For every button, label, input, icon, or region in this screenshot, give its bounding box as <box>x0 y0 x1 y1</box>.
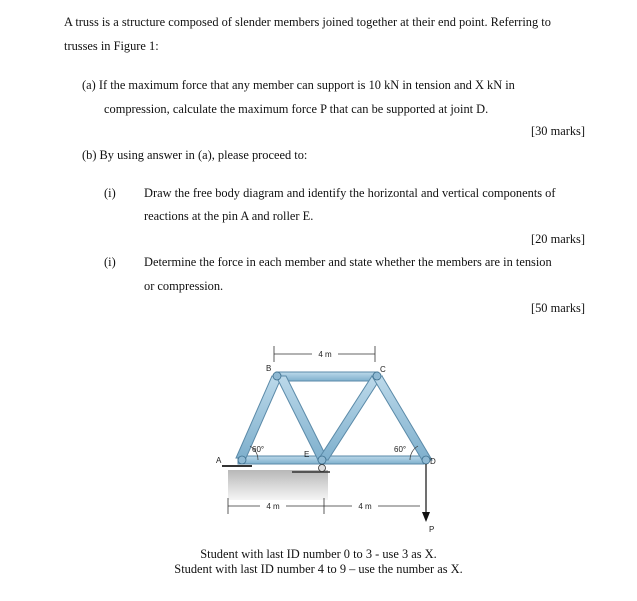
part-b-item-2-line-1: Determine the force in each member and state whether the members are in tension <box>144 255 552 269</box>
bottom-left-dimension-label: 4 m <box>266 502 280 511</box>
member-ad <box>238 456 424 464</box>
load-arrow-head <box>422 512 430 522</box>
part-b-item-1-line-2: reactions at the pin A and roller E. <box>144 209 314 223</box>
angle-label-left: 60° <box>252 445 265 454</box>
load-label-p: P <box>429 525 435 534</box>
part-b-item-1-line-1: Draw the free body diagram and identify the horizontal and vertical components of <box>144 186 556 200</box>
joint-label-d: D <box>430 457 436 466</box>
roller-wheel <box>319 465 326 472</box>
caption-line-2: Student with last ID number 4 to 9 – use the number as X. <box>174 562 463 576</box>
member-ec <box>318 376 382 460</box>
intro-line-1: A truss is a structure composed of slender members joined together at their end point. Referring to <box>64 15 551 29</box>
dimension-bottom <box>228 498 420 514</box>
joint-label-c: C <box>380 365 386 374</box>
caption-line-1: Student with last ID number 0 to 3 - use 3 as X. <box>200 547 437 561</box>
part-a-line-2: compression, calculate the maximum force P that can be supported at joint D. <box>104 102 489 116</box>
member-be <box>276 376 328 460</box>
joint-label-a: A <box>216 456 222 465</box>
top-dimension-label: 4 m <box>318 350 332 359</box>
part-b-item-2-marks: [50 marks] <box>530 301 585 315</box>
joint-label-e: E <box>304 450 310 459</box>
part-b-item-2-line-2: or compression. <box>144 279 224 293</box>
dimension-top <box>274 346 375 362</box>
joint-label-b: B <box>266 364 272 373</box>
part-b-item-1-numeral: (i) <box>104 186 116 200</box>
intro-line-2: trusses in Figure 1: <box>64 39 159 53</box>
part-a-line-1: (a) If the maximum force that any member can support is 10 kN in tension and X kN in <box>82 78 515 92</box>
ground-support <box>228 470 328 500</box>
part-b-item-2-numeral: (i) <box>104 255 116 269</box>
angle-label-right: 60° <box>394 445 407 454</box>
part-b-intro: (b) By using answer in (a), please proceed to: <box>82 148 308 162</box>
part-b-item-1-marks: [20 marks] <box>530 232 585 246</box>
part-a-marks: [30 marks] <box>530 124 585 138</box>
truss-figure <box>200 340 440 540</box>
bottom-right-dimension-label: 4 m <box>358 502 372 511</box>
member-bc <box>276 372 378 381</box>
